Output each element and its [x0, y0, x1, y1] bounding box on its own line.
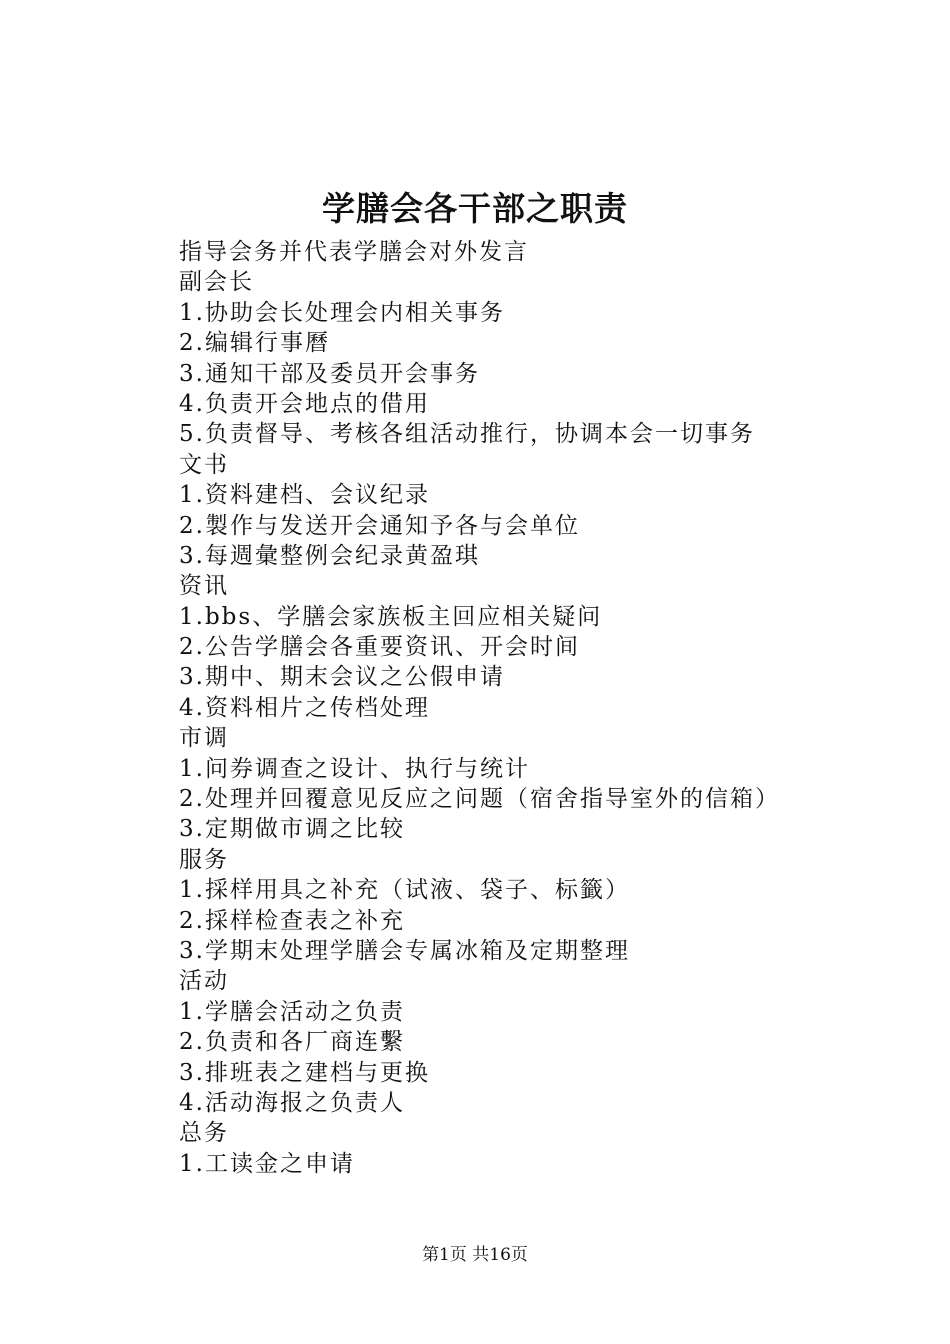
- duty-line: 3.通知干部及委员开会事务: [179, 360, 480, 387]
- duty-line: 2.公告学膳会各重要资讯、开会时间: [179, 634, 580, 661]
- duty-line: 3.排班表之建档与更换: [179, 1059, 430, 1086]
- duty-line: 3.定期做市调之比较: [179, 816, 405, 843]
- duty-line: 2.编辑行事曆: [179, 330, 330, 357]
- duty-line: 3.期中、期末会议之公假申请: [179, 664, 505, 691]
- duty-line: 4.负责开会地点的借用: [179, 390, 430, 417]
- section-heading-general-affairs: 总务: [179, 1120, 229, 1147]
- duty-line: 1.bbs、学膳会家族板主回应相关疑问: [179, 603, 603, 630]
- section-heading-activities: 活动: [179, 968, 229, 995]
- duty-line: 3.每週彙整例会纪录黄盈琪: [179, 542, 480, 569]
- duty-line: 4.活动海报之负责人: [179, 1089, 405, 1116]
- section-heading-market-research: 市调: [179, 725, 229, 752]
- duty-list: [179, 237, 899, 1179]
- duty-line: 2.採样检查表之补充: [179, 907, 405, 934]
- duty-line: 2.製作与发送开会通知予各与会单位: [179, 512, 580, 539]
- duty-line: 1.协助会长处理会内相关事务: [179, 299, 505, 326]
- duty-line: 1.资料建档、会议纪录: [179, 482, 430, 509]
- duty-line: 3.学期末处理学膳会专属冰箱及定期整理: [179, 937, 630, 964]
- duty-line: 指导会务并代表学膳会对外发言: [179, 239, 529, 265]
- duty-line: 1.工读金之申请: [179, 1150, 355, 1177]
- duty-line: 1.问券调查之设计、执行与统计: [179, 755, 530, 782]
- duty-line: 2.处理并回覆意见反应之问题（宿舍指导室外的信箱）: [179, 786, 780, 813]
- duty-line: 5.负责督导、考核各组活动推行，协调本会一切事务: [179, 421, 755, 448]
- duty-line: 2.负责和各厂商连繫: [179, 1029, 405, 1056]
- duty-line: 1.採样用具之补充（试液、袋子、标籤）: [179, 877, 630, 904]
- duty-line: 1.学膳会活动之负责: [179, 998, 405, 1025]
- document-title: 学膳会各干部之职责: [322, 189, 628, 228]
- section-heading-service: 服务: [179, 846, 229, 873]
- section-heading-information: 资讯: [179, 573, 229, 600]
- page-number-footer: 第1页 共16页: [422, 1245, 528, 1265]
- section-heading-secretary: 文书: [179, 451, 229, 478]
- section-heading-vice-president: 副会长: [179, 269, 254, 296]
- duty-line: 4.资料相片之传档处理: [179, 694, 430, 721]
